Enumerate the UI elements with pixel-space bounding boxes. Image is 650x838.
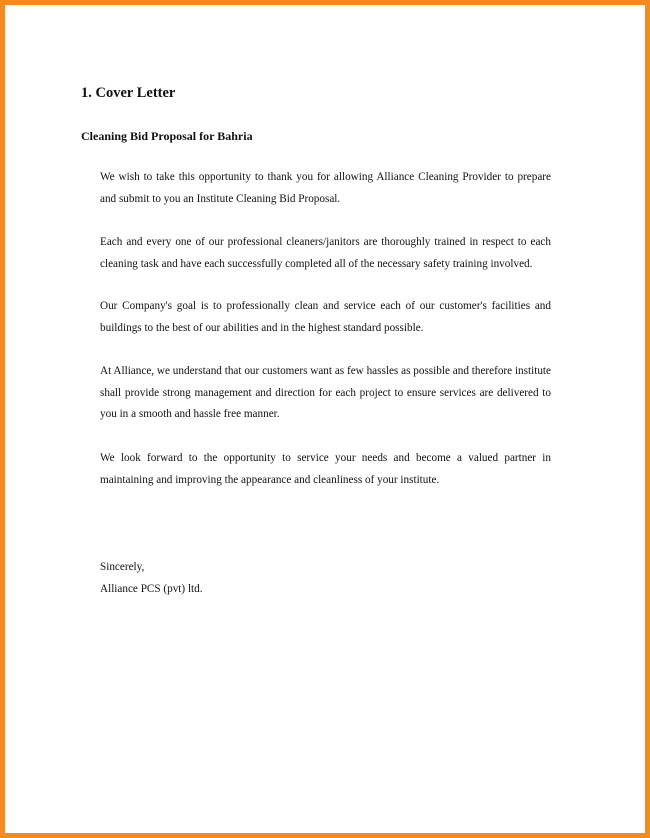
paragraph-training: Each and every one of our professional cleaners/janitors are thoroughly trained in respect to each cleaning task and have each successfully completed all of the necessary safety training involved.: [100, 236, 551, 270]
paragraph-intro: We wish to take this opportunity to thank you for allowing Alliance Cleaning Provider to prepare and submit to you an Institute Cleaning Bid Proposal.: [100, 171, 551, 205]
letter-subject: Cleaning Bid Proposal for Bahria: [81, 129, 253, 143]
signature-company: Alliance PCS (pvt) ltd.: [100, 582, 203, 595]
paragraph-partnership: We look forward to the opportunity to service your needs and become a valued partner in maintaining and improving the appearance and cleanliness of your institute.: [100, 452, 551, 486]
paragraph-management: At Alliance, we understand that our customers want as few hassles as possible and therefore institute shall provide strong management and direction for each project to ensure services are delivered to you in a smooth and hassle free manner.: [100, 365, 551, 420]
paragraph-company-goal: Our Company's goal is to professionally clean and service each of our customer's facilities and buildings to the best of our abilities and in the highest standard possible.: [100, 300, 551, 334]
closing-block: [100, 557, 203, 600]
closing-salutation: Sincerely,: [100, 561, 145, 573]
section-heading: 1. Cover Letter: [81, 85, 176, 101]
